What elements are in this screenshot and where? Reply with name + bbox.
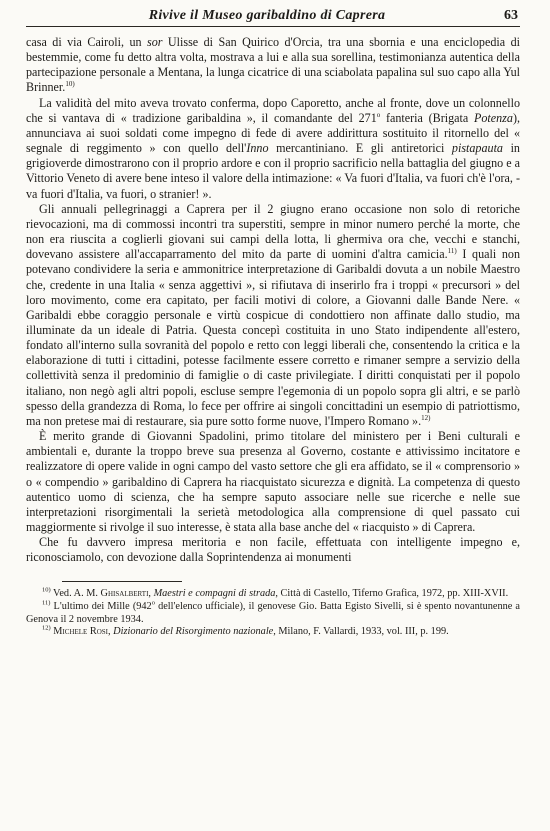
footnote-marker: 10)	[65, 80, 75, 89]
text-run: , Milano, F. Vallardi, 1933, vol. III, p. 199.	[273, 626, 449, 638]
paragraph	[26, 96, 520, 202]
text-run: Gli annuali pellegrinaggi a Caprera per il 2 giugno erano occasione non solo di retoriche rievocazioni, ma di commossi incontri tra superstiti, sempre in minor numero perché la morte, che non era riuscita a coglierli giovani sui campi della lotta, li ghermiva ora che, vecchi e stanchi, dovevano assistere all'accaparramento del mito da parte di uomini d'altra camicia.	[26, 201, 520, 262]
paragraph	[26, 35, 520, 96]
paragraph	[26, 429, 520, 535]
footnote	[26, 626, 520, 639]
text-run: in grigioverde dimostrarono con il proprio ardore e con il proprio sacrificio nella battaglia del giugno e a Vittorio Veneto di avere bene inteso il valore della intimazione: « Va fuori d'Italia, va fuori ch'è l'ora, - va fuori d'Italia, va fuori, o stranier! ».	[26, 141, 520, 201]
footnote-marker: o	[151, 599, 155, 607]
text-run: ,	[148, 588, 154, 600]
running-head	[26, 8, 520, 27]
text-run: pistapauta	[451, 141, 503, 156]
page-number: 63	[504, 8, 518, 23]
footnote-marker: 12)	[421, 413, 431, 422]
text-run: Maestri e compagni di strada	[153, 588, 276, 600]
text-run: casa di via Cairoli, un	[26, 35, 147, 49]
text-run: Che fu davvero impresa meritoria e non facile, effettuata con intelligente impegno e, riconosciamolo, con devozione dalla Soprintendenza ai monumenti	[26, 535, 520, 565]
text-run: ), annunciava ai suoi soldati come impegno di fede di avere addirittura sostituito il ritornello del « segnale di reggimento » con quello dell'	[26, 110, 520, 156]
text-run: Michele Rosi	[53, 626, 109, 638]
text-run: Ghisalberti	[100, 588, 149, 600]
text-run: Ved. A. M.	[50, 588, 101, 600]
footnote-separator	[62, 581, 182, 582]
text-run: dell'elenco ufficiale), il genovese Gio. Batta Egisto Sivelli, si è spento novantunenne a Genova il 2 novembre 1934.	[26, 601, 520, 625]
text-run: La validità del mito aveva trovato conferma, dopo Caporetto, anche al fronte, dove un colonnello che si vantava di « tradizione garibaldina », il comandante del 271	[26, 95, 520, 125]
body-text	[26, 35, 520, 565]
text-run: , Città di Castello, Tiferno Grafica, 1972, pp. XIII-XVII.	[275, 588, 509, 600]
text-run: Potenza	[473, 110, 513, 125]
paragraph	[26, 202, 520, 429]
footnotes	[26, 588, 520, 638]
paragraph	[26, 535, 520, 565]
text-run: Dizionario del Risorgimento nazionale	[113, 626, 274, 638]
text-run: mercantiniano. E gli antiretorici	[268, 141, 452, 156]
text-run: Inno	[246, 141, 269, 156]
footnote-marker: o	[376, 110, 381, 119]
text-run: ,	[108, 626, 114, 638]
text-run: fanteria (Brigata	[380, 110, 474, 125]
text-run: sor	[147, 35, 163, 49]
footnote-marker: 10)	[42, 587, 51, 595]
footnote	[26, 601, 520, 626]
footnote-marker: 11)	[42, 599, 51, 607]
text-run: Ulisse di San Quirico d'Orcia, tra una sbornia e una enciclopedia di bestemmie, come fu detto altra volta, mostrava a lui e alla sua sorellina, testimonianza autentica della partecipazione personale a Mentana, la lunga cicatrice di una sciabolata papalina sul suo capo alla Yul Brinner.	[26, 35, 520, 95]
footnote-marker: 11)	[447, 247, 457, 256]
footnote	[26, 588, 520, 601]
running-title: Rivive il Museo garibaldino di Caprera	[148, 8, 386, 23]
text-run: È merito grande di Giovanni Spadolini, primo titolare del ministero per i Beni culturali e ambientali e, durante la troppo breve sua presenza al Governo, costante e attivissimo incitatore e realizzatore di opere valide in ogni campo del vasto settore che gli era affidato, se il « comprensorio » o « compendio » garibaldino di Caprera ha riacquistato sicurezza e dignità. La competenza di questo autentico uomo di scienza, che ha sempre saputo associare nelle sue ricerche e nelle sue interpretazioni risorgimentali la serietà metodologica alla comprensione di quel passato cui maggiormente si rivolge il suo interesse, è stata alla base anche del « riacquisto » di Caprera.	[26, 429, 520, 534]
footnote-marker: 12)	[42, 624, 51, 632]
text-run: I quali non potevano condividere la seria e ammonitrice interpretazione di Garibaldi dovuta a un nobile Maestro che, credente in una Italia « senza aggettivi », si rifiutava di inserirlo fra i troppi « precursori » del loro movimento, come era capitato, per facili motivi di colore, a Giovanni dalle Bande Nere. « Garibaldi ebbe coraggio personale e virtù cospicue di condottiero non affinate dallo studio, ma illuminate da un ideale di Patria. Questa concepì costituita in uno Stato indipendente all'estero, fondato all'interno sulla sovranità del popolo e retto con leggi liberali che, consentendo la critica e la elaborazione di tutti i cittadini, potesse facilmente essere corretto e rimaner sempre a servizio della collettività senza il predominio di famiglie o di caste privilegiate. I diritti conquistati per il popolo italiano, non negò agli altri popoli, escluse sempre l'egemonia di un popolo sopra gli altri, e se parlò spesso della grandezza di Roma, lo fece per offrire ai singoli concittadini un esempio di patriottismo, ma non pretese mai di restaurare, sia pure sotto forme nuove, l'Impero Romano ».	[26, 247, 521, 428]
text-run: L'ultimo dei Mille (942	[50, 601, 152, 613]
